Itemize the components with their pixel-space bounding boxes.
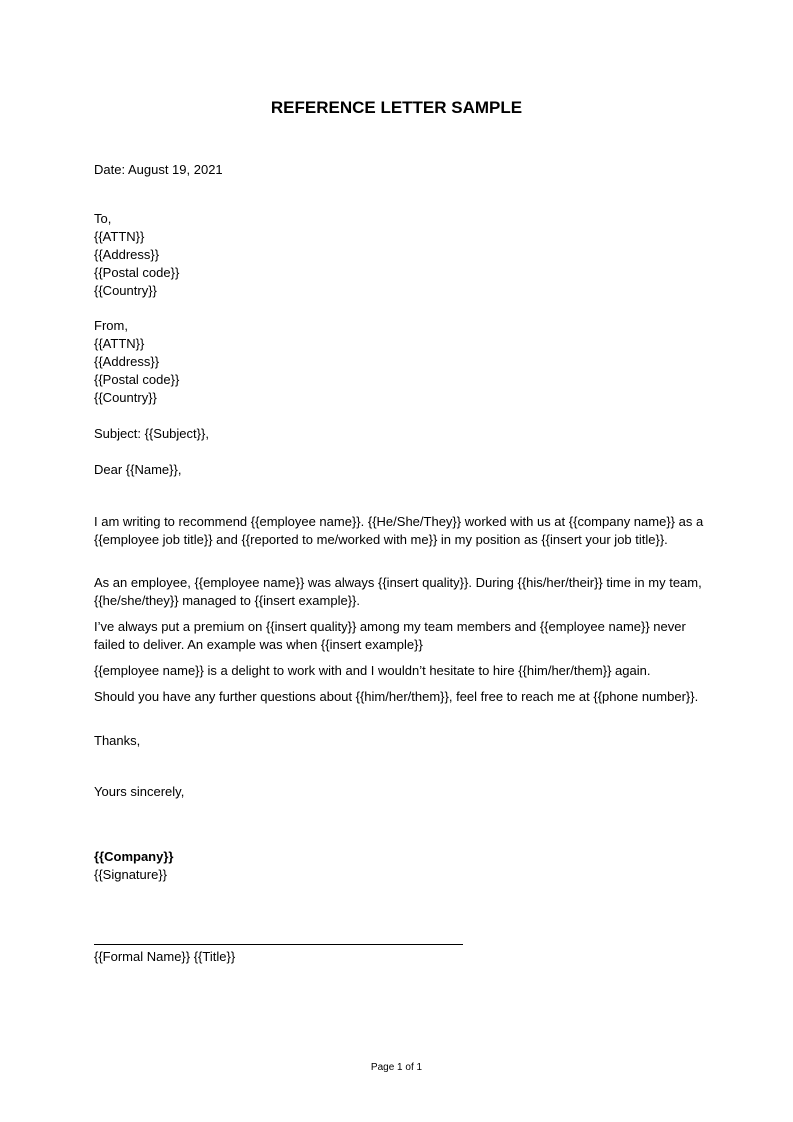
body-paragraph-4-text: {{employee name}} is a delight to work with and I wouldn’t hesitate to hire {{him/her/them}} again. xyxy=(94,663,651,678)
body-paragraph-5-text: Should you have any further questions about {{him/her/them}}, feel free to reach me at {{phone number}}. xyxy=(94,689,699,704)
from-address-block xyxy=(94,317,706,407)
from-attn: {{ATTN}} xyxy=(94,336,145,351)
salutation: Dear {{Name}}, xyxy=(94,462,182,477)
body-paragraph-3 xyxy=(94,618,706,654)
to-postal-code: {{Postal code}} xyxy=(94,265,180,280)
formal-name-title: {{Formal Name}} {{Title}} xyxy=(94,949,236,964)
to-country: {{Country}} xyxy=(94,283,157,298)
from-label: From, xyxy=(94,318,128,333)
to-label: To, xyxy=(94,211,112,226)
body-paragraph-1 xyxy=(94,513,706,549)
body-paragraph-3-text: I’ve always put a premium on {{insert quality}} among my team members and {{employee name}} never failed to deliver. An example was when {{insert example}} xyxy=(94,619,686,652)
to-address-block xyxy=(94,210,706,300)
document-title: REFERENCE LETTER SAMPLE xyxy=(270,98,523,117)
body-paragraph-2-text: As an employee, {{employee name}} was always {{insert quality}}. During {{his/her/their}} time in my team, {{he/she/they}} managed to {{insert example}}. xyxy=(94,575,702,608)
body-paragraph-4 xyxy=(94,662,706,680)
body-paragraph-5 xyxy=(94,688,706,706)
date-line: Date: August 19, 2021 xyxy=(94,162,223,177)
closing-line: Yours sincerely, xyxy=(94,784,185,799)
page-footer: Page 1 of 1 xyxy=(370,1062,423,1073)
from-country: {{Country}} xyxy=(94,390,157,405)
thanks-line: Thanks, xyxy=(94,733,141,748)
signature-placeholder: {{Signature}} xyxy=(94,867,168,882)
to-attn: {{ATTN}} xyxy=(94,229,145,244)
signature-line xyxy=(94,944,463,945)
body-paragraph-2 xyxy=(94,574,706,610)
from-postal-code: {{Postal code}} xyxy=(94,372,180,387)
body-paragraph-1-text: I am writing to recommend {{employee name}}. {{He/She/They}} worked with us at {{company name}} as a {{employee job title}} and {{reported to me/worked with me}} in my position as {{insert your job title}}. xyxy=(94,514,704,547)
subject-line: Subject: {{Subject}}, xyxy=(94,426,209,441)
signature-block xyxy=(94,848,706,884)
to-address: {{Address}} xyxy=(94,247,160,262)
from-address: {{Address}} xyxy=(94,354,160,369)
company-name: {{Company}} xyxy=(94,849,174,864)
